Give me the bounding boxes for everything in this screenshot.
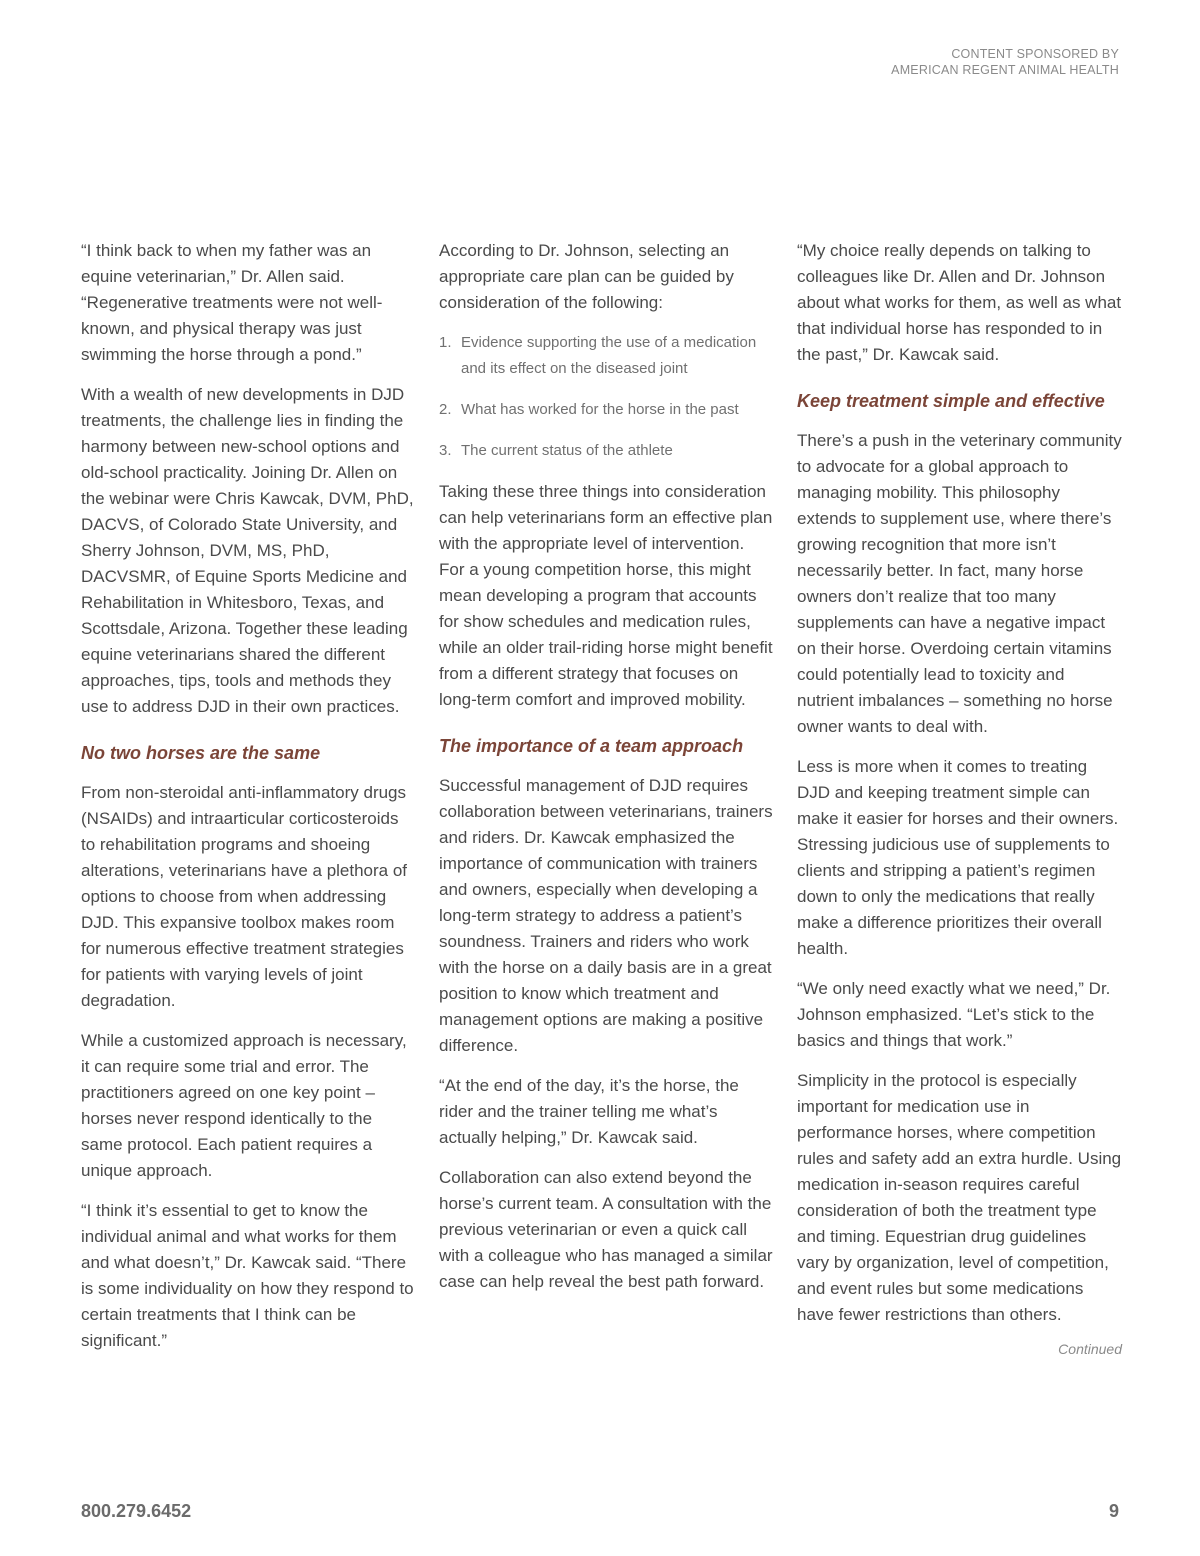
paragraph: Simplicity in the protocol is especially important for medication use in performance horses, where competition rules and safety add an extra hurdle. Using medication in-season requires careful consideration of both the treatment type and timing. Equestrian drug guidelines vary by organization, level of competition, and event rules but some medications have fewer restrictions than others. [797, 1071, 1122, 1324]
list-item [439, 330, 774, 382]
section-heading: The importance of a team approach [439, 736, 744, 756]
column-2 [439, 238, 774, 1309]
sponsor-line-2: AMERICAN REGENT ANIMAL HEALTH [891, 63, 1119, 77]
paragraph: Collaboration can also extend beyond the horse’s current team. A consultation with the previous veterinarian or even a quick call with a colleague who has managed a similar case can help reveal the best path forward. [439, 1168, 773, 1291]
footer-phone-number: 800.279.6452 [81, 1501, 192, 1521]
paragraph: “We only need exactly what we need,” Dr. Johnson emphasized. “Let’s stick to the basics and things that work.” [797, 979, 1111, 1050]
list-text: Evidence supporting the use of a medication and its effect on the diseased joint [461, 334, 757, 377]
continued-note: Continued [1058, 1341, 1122, 1357]
considerations-list [439, 330, 774, 464]
sponsor-line-1: CONTENT SPONSORED BY [951, 47, 1119, 61]
page-number: 9 [1108, 1501, 1119, 1521]
paragraph: While a customized approach is necessary, it can require some trial and error. The practitioners agreed on one key point – horses never respond identically to the same protocol. Each patient requires a unique approach. [81, 1031, 407, 1180]
paragraph: From non-steroidal anti-inflammatory drugs (NSAIDs) and intraarticular corticosteroids to rehabilitation programs and shoeing alterations, veterinarians have a plethora of options to choose from when addressing DJD. This expansive toolbox makes room for numerous effective treatment strategies for patients with varying levels of joint degradation. [81, 783, 408, 1010]
list-number: 1. [439, 334, 452, 351]
sponsor-note [891, 46, 1119, 78]
paragraph: With a wealth of new developments in DJD treatments, the challenge lies in finding the harmony between new-school options and old-school practicality. Joining Dr. Allen on the webinar were Chris Kawcak, DVM, PhD, DACVS, of Colorado State University, and Sherry Johnson, DVM, MS, PhD, DACVSMR, of Equine Sports Medicine and Rehabilitation in Whitesboro, Texas, and Scottsdale, Arizona. Together these leading equine veterinarians shared the different approaches, tips, tools and methods they use to address DJD in their own practices. [81, 385, 414, 716]
section-heading: No two horses are the same [81, 743, 321, 763]
column-3 [797, 238, 1122, 1362]
paragraph: “At the end of the day, it’s the horse, the rider and the trainer telling me what’s actually helping,” Dr. Kawcak said. [439, 1076, 739, 1147]
list-text: The current status of the athlete [461, 442, 673, 459]
paragraph: Less is more when it comes to treating DJD and keeping treatment simple can make it easier for horses and their owners. Stressing judicious use of supplements to clients and stripping a patient’s regimen down to only the medications that really make a difference prioritizes their overall health. [797, 757, 1119, 958]
column-1 [81, 238, 416, 1368]
paragraph: Taking these three things into consideration can help veterinarians form an effective plan with the appropriate level of intervention. For a young competition horse, this might mean developing a program that accounts for show schedules and medication rules, while an older trail-riding horse might benefit from a different strategy that focuses on long-term comfort and improved mobility. [439, 482, 773, 709]
list-item [439, 438, 774, 464]
paragraph: According to Dr. Johnson, selecting an appropriate care plan can be guided by consideration of the following: [439, 241, 734, 312]
paragraph: “I think back to when my father was an equine veterinarian,” Dr. Allen said. “Regenerative treatments were not well-known, and physical therapy was just swimming the horse through a pond.” [81, 241, 383, 364]
list-text: What has worked for the horse in the past [461, 401, 739, 418]
list-item [439, 397, 774, 423]
list-number: 2. [439, 401, 452, 418]
paragraph: “I think it’s essential to get to know the individual animal and what works for them and what doesn’t,” Dr. Kawcak said. “There is some individuality on how they respond to certain treatments that I think can be significant.” [81, 1201, 414, 1350]
paragraph: Successful management of DJD requires collaboration between veterinarians, trainers and riders. Dr. Kawcak emphasized the importance of communication with trainers and owners, especially when developing a long-term strategy to address a patient’s soundness. Trainers and riders who work with the horse on a daily basis are in a great position to know which treatment and management options are making a positive difference. [439, 776, 773, 1055]
list-number: 3. [439, 442, 452, 459]
section-heading: Keep treatment simple and effective [797, 391, 1105, 411]
paragraph: There’s a push in the veterinary community to advocate for a global approach to managing mobility. This philosophy extends to supplement use, where there’s growing recognition that more isn’t necessarily better. In fact, many horse owners don’t realize that too many supplements can have a negative impact on their horse. Overdoing certain vitamins could potentially lead to toxicity and nutrient imbalances – something no horse owner wants to deal with. [797, 431, 1122, 736]
paragraph: “My choice really depends on talking to colleagues like Dr. Allen and Dr. Johnson about what works for them, as well as what that individual horse has responded to in the past,” Dr. Kawcak said. [797, 241, 1122, 364]
